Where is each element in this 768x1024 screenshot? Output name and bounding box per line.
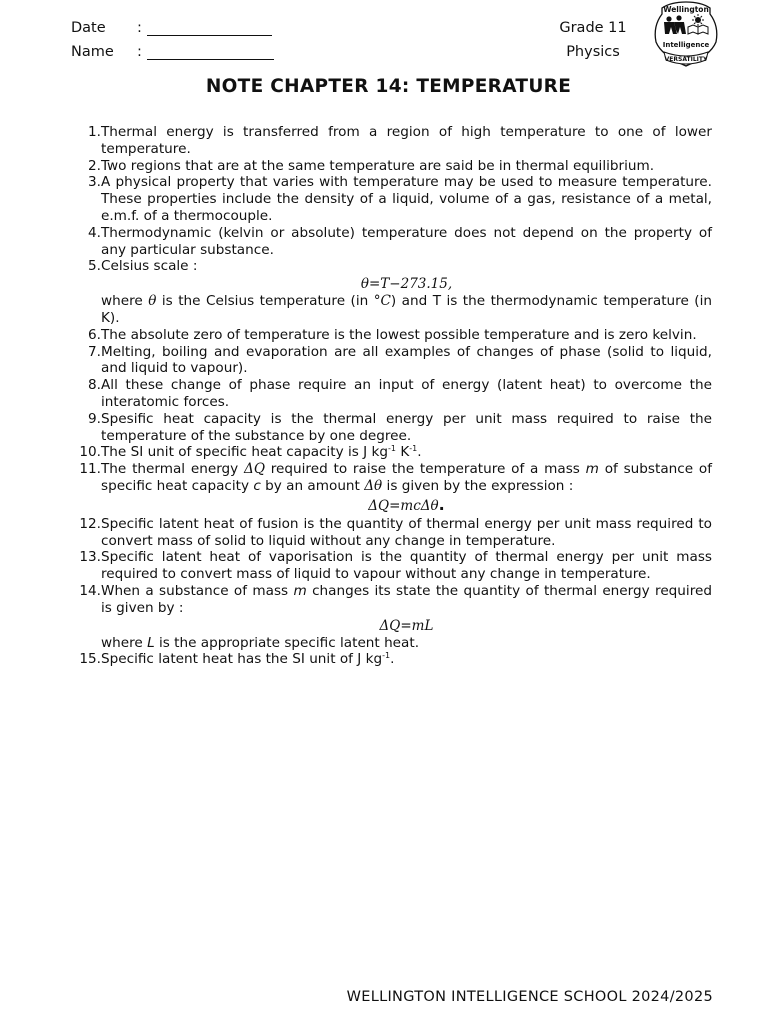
text-run: is the appropriate specific latent heat. <box>154 634 420 651</box>
item-text: Specific latent heat of vaporisation is the quantity of thermal energy per unit mass required to convert mass of liquid to vapour without any change in temperature. <box>101 549 712 583</box>
list-item-13 <box>71 549 712 583</box>
superscript: -1 <box>388 444 396 454</box>
item-number: 4. <box>88 224 101 241</box>
list-item-10 <box>71 444 712 461</box>
item-number: 11. <box>79 461 101 478</box>
item-number: 13. <box>79 549 101 566</box>
text-run: by an amount <box>260 477 365 494</box>
list-item-1 <box>71 124 712 158</box>
grade-label: Grade 11 <box>559 20 627 36</box>
formula-period: . <box>438 494 445 514</box>
celsius-formula: θ=T−273.15, <box>360 276 453 293</box>
list-item-6 <box>71 327 712 344</box>
item-number: 7. <box>88 343 101 360</box>
text-run: The SI unit of specific heat capacity is J kg <box>101 444 389 461</box>
latent-heat-formula: ΔQ=mL <box>379 617 434 634</box>
list-item-11 <box>71 461 712 495</box>
item-number: 1. <box>88 124 101 140</box>
class-info <box>540 16 646 64</box>
subject-label: Physics <box>566 44 620 60</box>
student-info <box>71 16 274 64</box>
item-number: 9. <box>88 410 101 427</box>
mass-symbol: m <box>585 461 599 478</box>
item-text <box>101 444 712 461</box>
text-run: . <box>390 651 395 668</box>
list-item-14 <box>71 583 712 617</box>
text-run: ) and T is the thermodynamic temperature (in K). <box>101 293 712 326</box>
text-run: of substance of specific heat capacity <box>101 461 712 494</box>
item-text: All these change of phase require an input of energy (latent heat) to overcome the interatomic forces. <box>101 377 712 410</box>
item-text: Specific latent heat of fusion is the quantity of thermal energy per unit mass required to convert mass of solid to liquid without any change in temperature. <box>101 515 712 549</box>
superscript: -1 <box>409 444 418 454</box>
item-text <box>101 461 712 495</box>
list-item-8 <box>71 377 712 411</box>
name-blank-line <box>147 45 274 60</box>
item-number: 8. <box>88 377 101 394</box>
item-number: 5. <box>88 258 101 275</box>
list-item-3 <box>71 174 712 224</box>
text-run: K <box>396 444 410 461</box>
item-number: 3. <box>88 174 101 191</box>
date-colon: : <box>137 20 142 36</box>
list-item-4 <box>71 225 712 259</box>
text-run: is the Celsius temperature (in <box>156 293 374 310</box>
delta-q-symbol: ΔQ <box>244 461 265 478</box>
text-run: is given by the expression : <box>382 477 574 494</box>
name-label: Name <box>71 44 114 60</box>
page-title: NOTE CHAPTER 14: TEMPERATURE <box>205 76 572 97</box>
item-text: Spesific heat capacity is the thermal energy per unit mass required to raise the temperature of the substance by one degree. <box>101 410 712 444</box>
text-run: When a substance of mass <box>101 582 294 599</box>
logo-text-mid: Intelligence <box>662 41 710 49</box>
item-text: A physical property that varies with temperature may be used to measure temperature. These properties include the density of a liquid, volume of a gas, resistance of a metal, e.m.f. of a thermocouple. <box>101 174 712 224</box>
list-item-2 <box>71 158 712 175</box>
list-item-12 <box>71 516 712 550</box>
capacity-symbol: c <box>253 477 261 494</box>
heat-formula <box>71 495 712 516</box>
item-number: 12. <box>79 515 101 532</box>
name-row <box>71 40 274 64</box>
item-number: 10. <box>79 444 101 461</box>
item-text <box>101 583 712 617</box>
name-colon: : <box>137 44 142 60</box>
list-item-9 <box>71 411 712 445</box>
mass-symbol: m <box>293 582 307 599</box>
school-logo <box>650 0 722 70</box>
date-blank-line <box>147 21 272 36</box>
text-run: where <box>101 634 148 651</box>
item-text: The absolute zero of temperature is the lowest possible temperature and is zero kelvin. <box>101 326 697 343</box>
item-number: 14. <box>79 582 101 599</box>
celsius-explanation <box>71 293 712 327</box>
formula-text: ΔQ=mcΔθ <box>368 497 439 514</box>
superscript: -1 <box>382 651 391 661</box>
latent-heat-explanation <box>71 635 712 652</box>
item-text: Celsius scale : <box>101 258 198 275</box>
latent-symbol: L <box>147 634 155 651</box>
notes-list <box>71 124 712 668</box>
delta-theta-symbol: Δθ <box>364 477 383 494</box>
page-footer: WELLINGTON INTELLIGENCE SCHOOL 2024/2025 <box>346 989 713 1005</box>
list-item-5 <box>71 258 712 275</box>
text-run: . <box>417 444 422 461</box>
list-item-7 <box>71 344 712 378</box>
item-text: Thermal energy is transferred from a region of high temperature to one of lower temperature. <box>101 124 712 157</box>
logo-text-top: Wellington <box>663 5 709 14</box>
item-text: Melting, boiling and evaporation are all examples of changes of phase (solid to liquid, and liquid to vapour). <box>101 343 712 377</box>
text-run: The thermal energy <box>101 461 244 478</box>
logo-text-bottom: VERSATILITY <box>664 56 708 63</box>
item-text: Thermodynamic (kelvin or absolute) temperature does not depend on the property of any particular substance. <box>101 224 712 258</box>
item-text <box>101 651 712 668</box>
celsius-unit: °C <box>373 293 391 310</box>
item-number: 2. <box>88 157 101 174</box>
text-run: changes its state the quantity of thermal energy required is given by : <box>101 582 712 616</box>
item-text: Two regions that are at the same temperature are said be in thermal equilibrium. <box>101 157 655 174</box>
text-run: required to raise the temperature of a mass <box>264 461 586 478</box>
item-number: 15. <box>79 651 101 668</box>
date-label: Date <box>71 20 106 36</box>
date-row <box>71 16 274 40</box>
theta-symbol: θ <box>148 293 157 310</box>
text-run: where <box>101 293 149 310</box>
item-number: 6. <box>88 326 101 343</box>
list-item-15 <box>71 651 712 668</box>
text-run: Specific latent heat has the SI unit of J kg <box>101 651 383 668</box>
